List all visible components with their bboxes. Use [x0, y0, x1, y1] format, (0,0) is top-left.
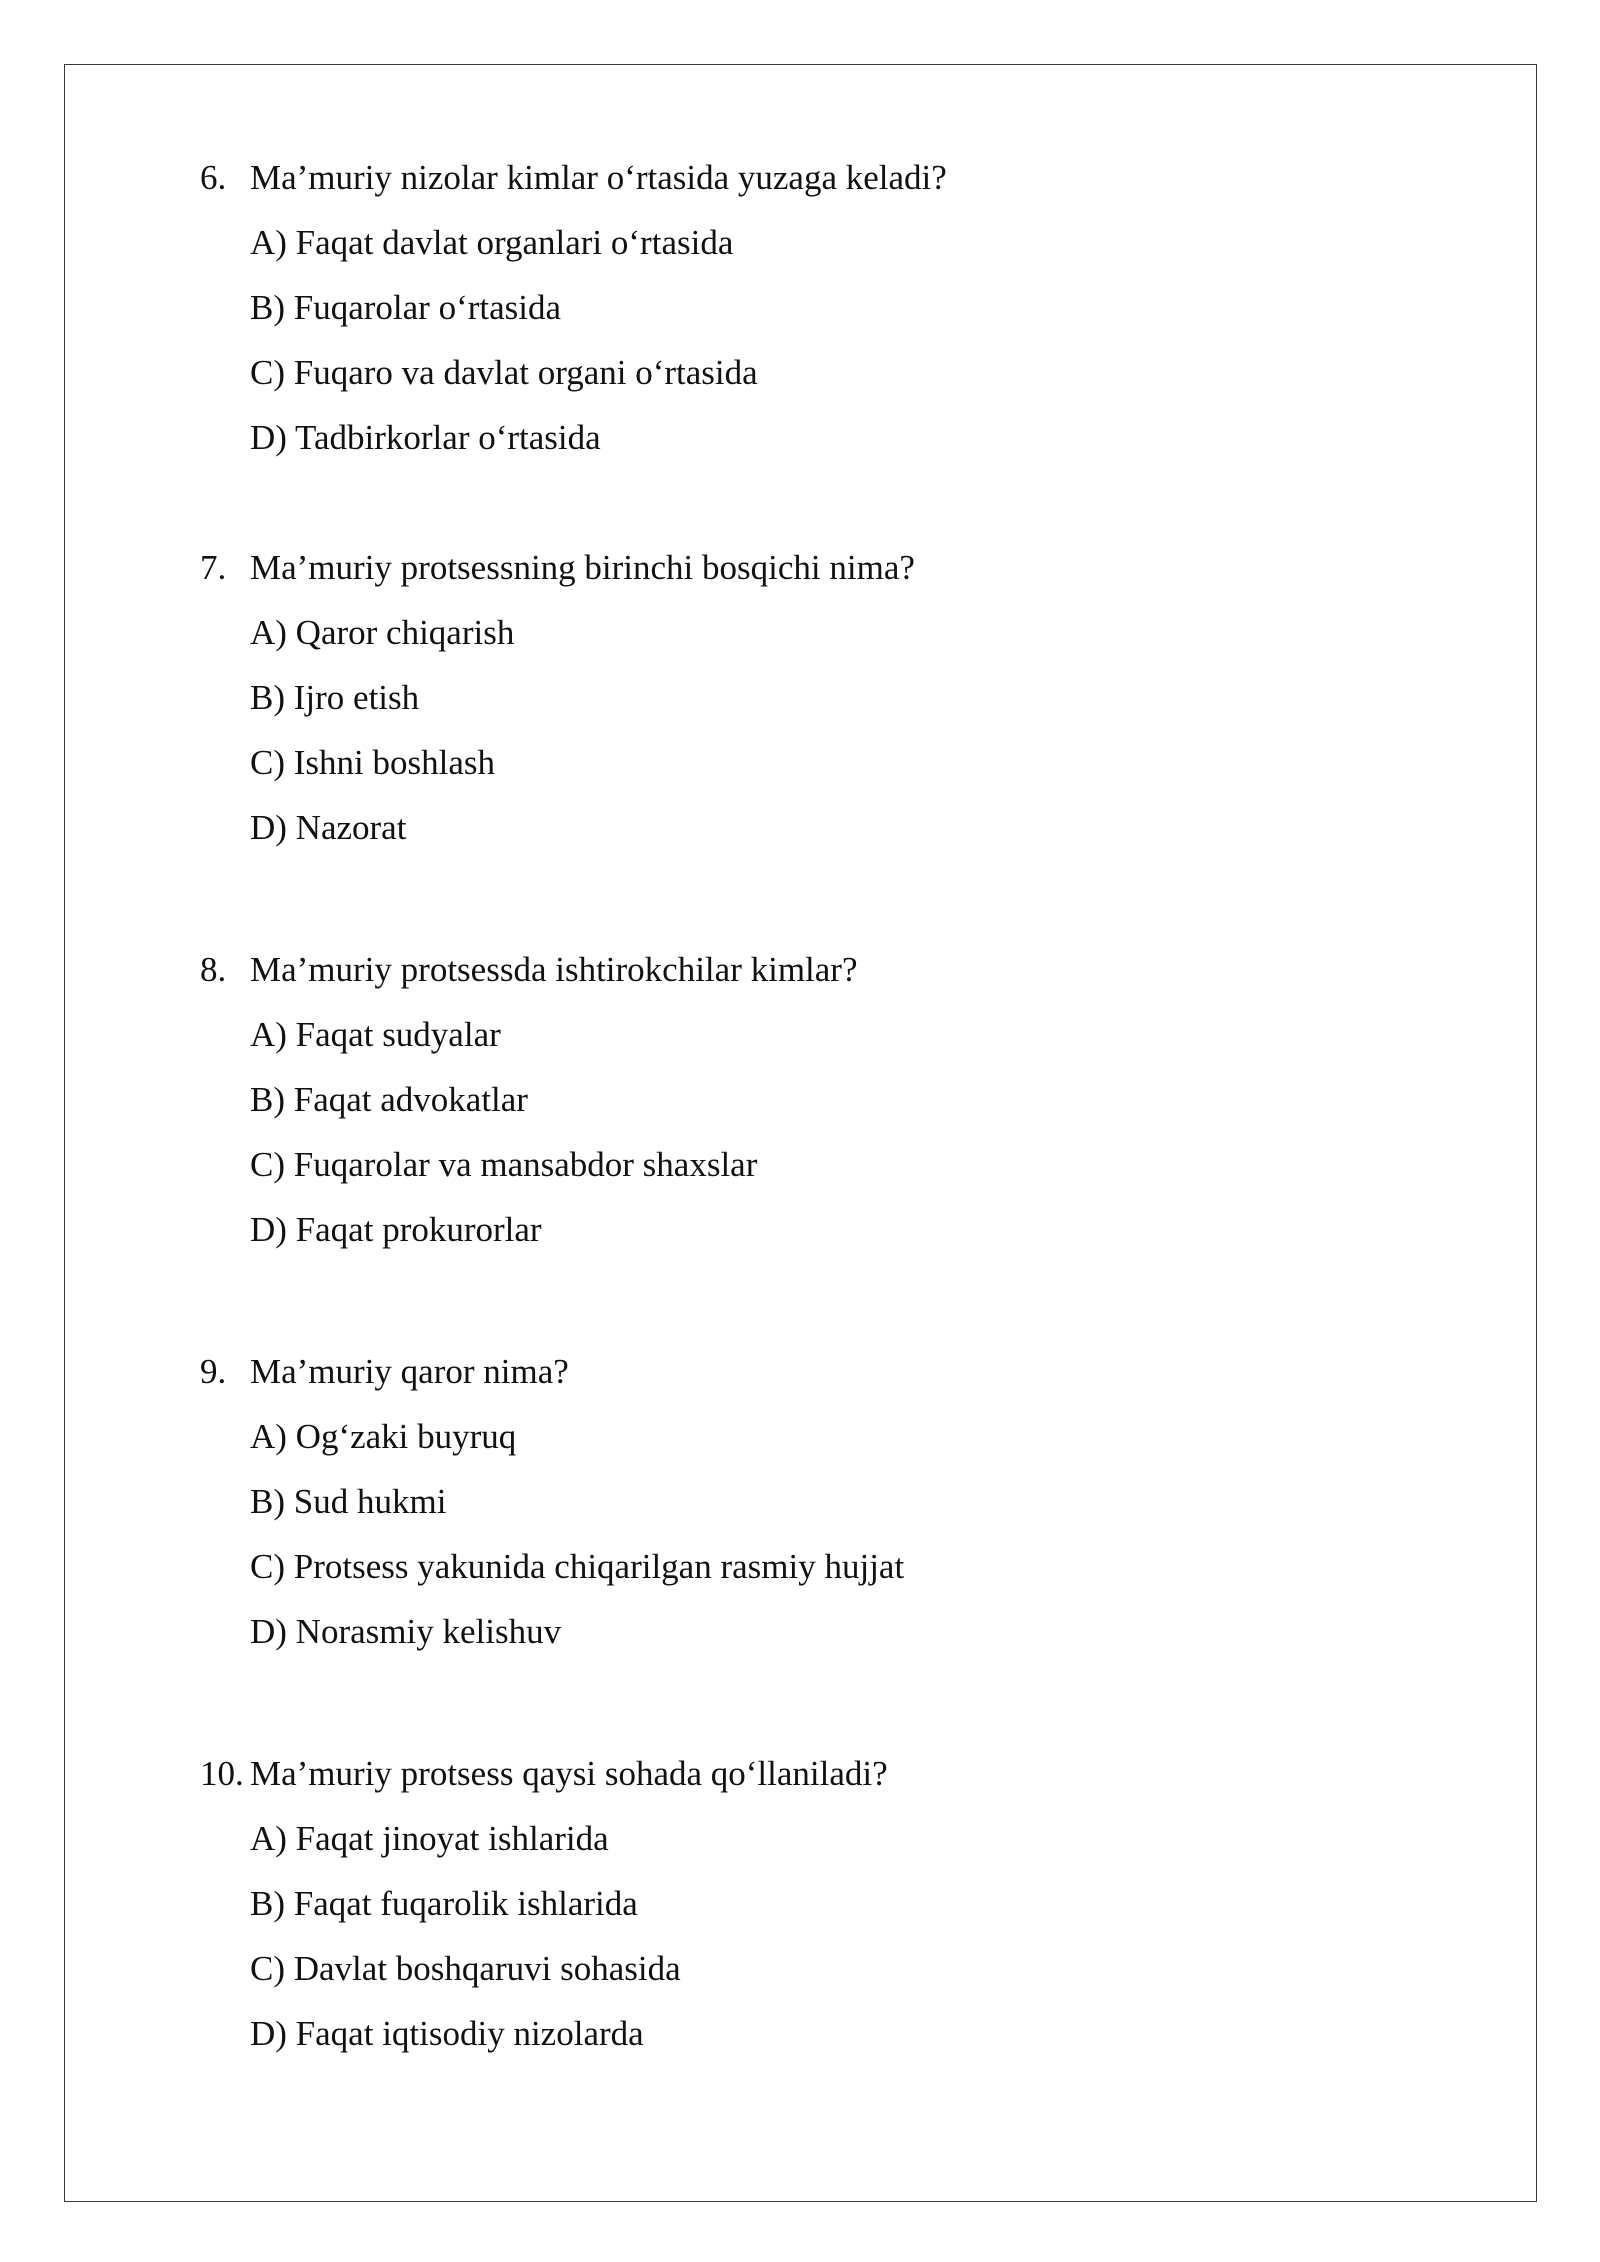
- question-text: Ma’muriy protsessda ishtirokchilar kimlar?: [250, 950, 858, 989]
- option-c: C) Fuqarolar va mansabdor shaxslar: [250, 1145, 758, 1184]
- question-line: [200, 545, 1450, 610]
- option-a: A) Faqat davlat organlari o‘rtasida: [250, 223, 734, 262]
- question-number: 7.: [200, 548, 227, 587]
- option-b: B) Ijro etish: [250, 678, 420, 717]
- option-b: B) Faqat advokatlar: [250, 1080, 528, 1119]
- question-9: [200, 1349, 1450, 1674]
- option-a: A) Faqat jinoyat ishlarida: [250, 1819, 609, 1858]
- option-c: C) Davlat boshqaruvi sohasida: [250, 1949, 681, 1988]
- question-text: Ma’muriy qaror nima?: [250, 1352, 569, 1391]
- question-line: [200, 1349, 1450, 1414]
- option-b: B) Sud hukmi: [250, 1482, 447, 1521]
- question-number: 8.: [200, 950, 227, 989]
- option-a: A) Og‘zaki buyruq: [250, 1417, 517, 1456]
- question-number: 10.: [200, 1754, 244, 1793]
- question-number: 9.: [200, 1352, 227, 1391]
- option-c: C) Ishni boshlash: [250, 743, 495, 782]
- question-line: [200, 1751, 1450, 1816]
- option-c: C) Protsess yakunida chiqarilgan rasmiy hujjat: [250, 1547, 905, 1586]
- question-7: [200, 545, 1450, 870]
- option-c: C) Fuqaro va davlat organi o‘rtasida: [250, 353, 758, 392]
- question-text: Ma’muriy protsess qaysi sohada qo‘llaniladi?: [250, 1754, 888, 1793]
- question-8: [200, 947, 1450, 1272]
- option-a: A) Qaror chiqarish: [250, 613, 515, 652]
- option-b: B) Faqat fuqarolik ishlarida: [250, 1884, 638, 1923]
- option-d: D) Nazorat: [250, 808, 407, 847]
- option-a: A) Faqat sudyalar: [250, 1015, 501, 1054]
- option-d: D) Norasmiy kelishuv: [250, 1612, 562, 1651]
- question-line: [200, 947, 1450, 1012]
- option-d: D) Faqat iqtisodiy nizolarda: [250, 2014, 644, 2053]
- option-b: B) Fuqarolar o‘rtasida: [250, 288, 562, 327]
- question-6: [200, 155, 1450, 480]
- option-d: D) Tadbirkorlar o‘rtasida: [250, 418, 601, 457]
- question-line: [200, 155, 1450, 220]
- question-10: [200, 1751, 1450, 2076]
- question-text: Ma’muriy protsessning birinchi bosqichi nima?: [250, 548, 915, 587]
- question-number: 6.: [200, 158, 227, 197]
- option-d: D) Faqat prokurorlar: [250, 1210, 542, 1249]
- question-text: Ma’muriy nizolar kimlar o‘rtasida yuzaga keladi?: [250, 158, 947, 197]
